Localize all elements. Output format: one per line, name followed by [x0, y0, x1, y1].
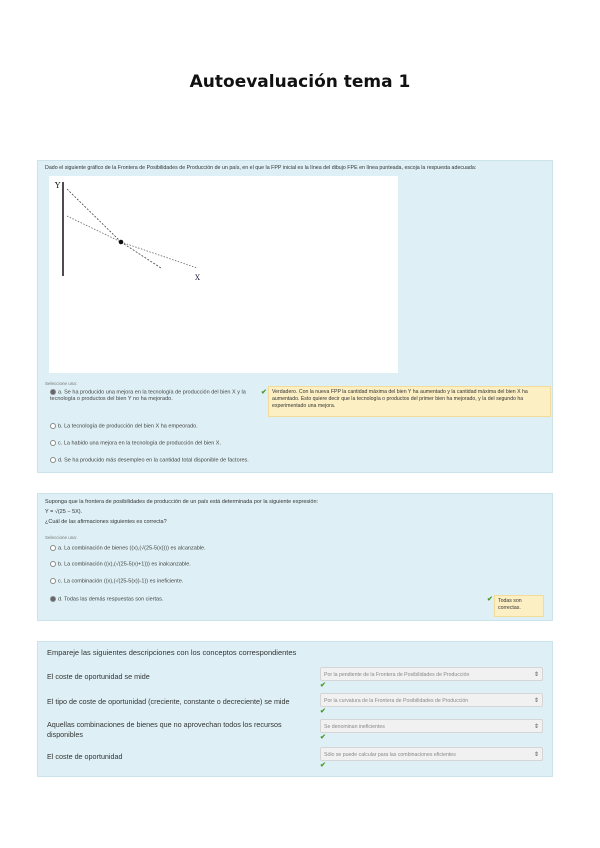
ppf-graph [49, 176, 398, 373]
x-axis-label: X [195, 274, 200, 282]
question-2-formula: Y = √(25 − 5X). [45, 509, 83, 515]
q3-row-1-select[interactable]: Por la pendiente de la Frontera de Posibilidades de Producción ⇕ [320, 667, 543, 681]
q2-feedback: Todas son correctas. [494, 595, 544, 617]
q3-row-2-check-icon: ✔ [320, 708, 326, 715]
q2-option-b[interactable]: b. La combinación ((x),⁠(√(25-5(x)+1))) es inalcanzable. [50, 561, 191, 567]
q1-radio-d[interactable] [50, 457, 56, 463]
q3-row-4-check-icon: ✔ [320, 762, 326, 769]
question-1 [37, 160, 553, 473]
q3-row-4-description: El coste de oportunidad [47, 752, 123, 761]
q1-option-d[interactable]: d. Se ha producido más desempleo en la cantidad total disponible de factores. [50, 457, 249, 463]
question-3-prompt: Empareje las siguientes descripciones con los conceptos correspondientes [47, 648, 297, 657]
q2-option-c[interactable]: c. La combinación ((x),(√(25-5(x))-1)) es ineficiente. [50, 578, 183, 584]
q3-row-2-description: El tipo de coste de oportunidad (creciente, constante o decreciente) se mide [47, 697, 290, 706]
select-arrow-icon: ⇕ [533, 724, 539, 730]
q3-row-1-check-icon: ✔ [320, 682, 326, 689]
q2-radio-d[interactable] [50, 596, 56, 602]
q1-option-b[interactable]: b. La tecnología de producción del bien X ha empeorado. [50, 423, 198, 429]
question-2 [37, 493, 553, 621]
q3-row-2-select[interactable]: Por la curvatura de la Frontera de Posibilidades de Producción ⇕ [320, 693, 543, 707]
page-title: Autoevaluación tema 1 [189, 72, 411, 92]
q3-row-3-select[interactable]: Se denominan ineficientes ⇕ [320, 719, 543, 733]
q2-radio-b[interactable] [50, 561, 56, 567]
q1-correct-check-icon: ✔ [261, 389, 267, 396]
question-1-text: Dado el siguiente gráfico de la Frontera de Posibilidades de Producción de un país, en el que la FPP inicial es la línea del dibujo FPE en línea punteada, escoja la respuesta adecuada: [45, 165, 477, 171]
select-arrow-icon: ⇕ [533, 752, 539, 758]
q2-correct-check-icon: ✔ [487, 596, 493, 603]
q1-radio-c[interactable] [50, 440, 56, 446]
ppf-graph-svg [49, 176, 398, 373]
ppf-new-line [67, 216, 121, 242]
ppf-intersection-point [119, 240, 124, 245]
q1-feedback: Verdadero. Con la nueva FPP la cantidad máxima del bien Y ha aumentado y la cantidad máxima del bien X ha aumentado. Esto quiere decir que la tecnología o productos del primer bien ha mejorado, y la del segundo ha experimentado una mejora. [268, 386, 551, 417]
q1-radio-b[interactable] [50, 423, 56, 429]
ppf-new-line-ext [121, 242, 197, 268]
q3-row-3-check-icon: ✔ [320, 734, 326, 741]
q3-row-4-select[interactable]: Sólo se puede calcular para las combinaciones eficientes ⇕ [320, 747, 543, 761]
question-3 [37, 641, 553, 777]
ppf-initial-line [67, 189, 121, 242]
q1-answer-label: Seleccione una: [45, 381, 78, 386]
ppf-initial-line-ext [121, 242, 161, 268]
question-2-text: Suponga que la frontera de posibilidades de producción de un país está determinada por la siguiente expresión: [45, 499, 319, 505]
q2-radio-c[interactable] [50, 578, 56, 584]
q3-row-1-description: El coste de oportunidad se mide [47, 672, 150, 681]
q2-option-a[interactable]: a. La combinación de bienes ((x),(⁠√(25-5(x)))) es alcanzable. [50, 545, 206, 551]
q1-option-a[interactable]: a. Se ha producido una mejora en la tecnología de producción del bien X y la tecnología o productos del bien Y no ha mejorado. [50, 389, 246, 403]
select-arrow-icon: ⇕ [533, 672, 539, 678]
q2-option-d[interactable]: d. Todas las demás respuestas son ciertas. [50, 596, 163, 602]
question-2-question: ¿Cuál de las afirmaciones siguientes es correcta? [45, 519, 167, 525]
q2-answer-label: Seleccione una: [45, 535, 78, 540]
q2-radio-a[interactable] [50, 545, 56, 551]
select-arrow-icon: ⇕ [533, 698, 539, 704]
y-axis-label: Y [55, 181, 61, 190]
q3-row-3-description: Aquellas combinaciones de bienes que no aprovechan todos los recursos disponibles [47, 720, 282, 739]
q1-radio-a[interactable] [50, 389, 56, 395]
q1-option-c[interactable]: c. La habido una mejora en la tecnología de producción del bien X. [50, 440, 221, 446]
